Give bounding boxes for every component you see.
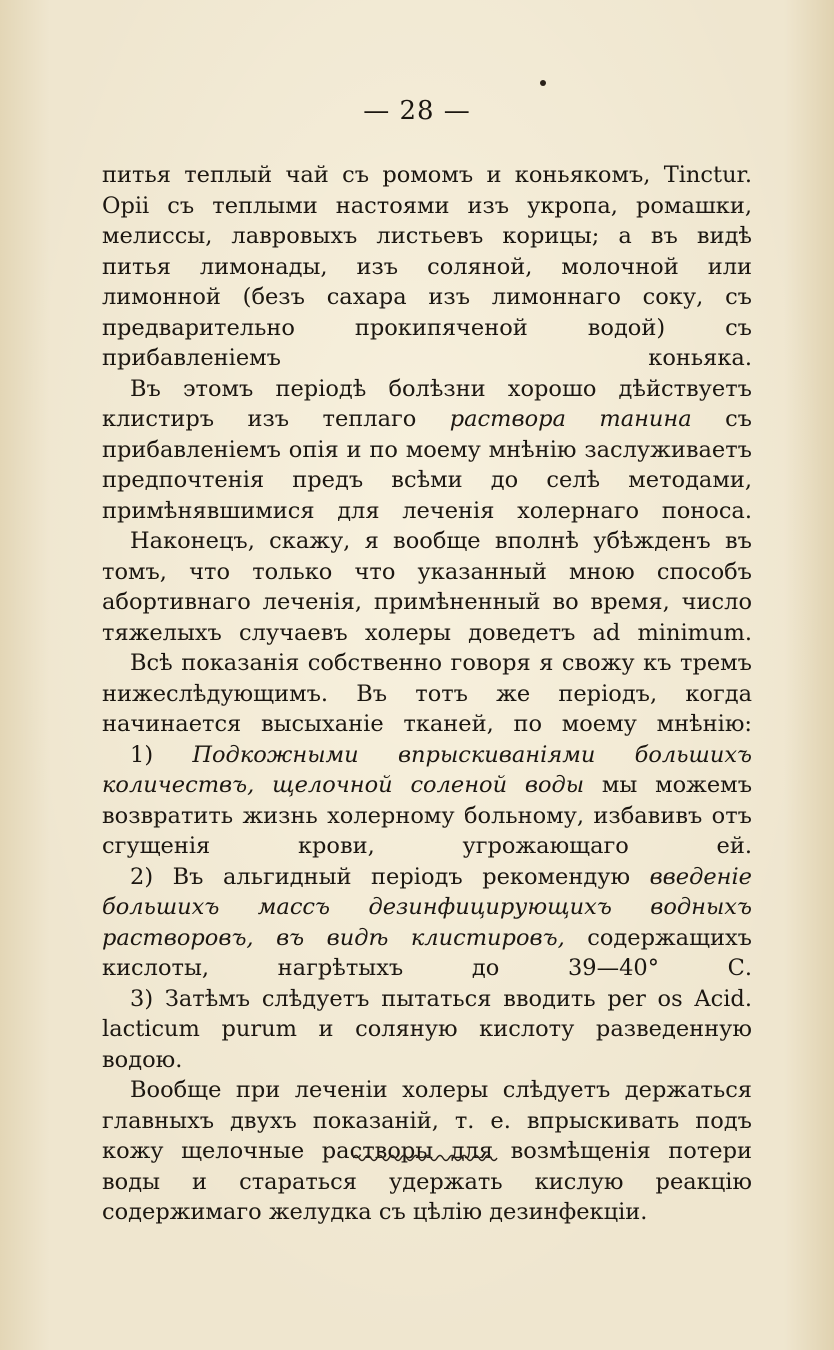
ink-speck	[540, 80, 546, 86]
paragraph-2	[102, 374, 752, 527]
paragraph-2-text-end: съ прибавленіемъ опія и по моему мнѣнію заслуживаетъ предпочтенія предъ всѣми до селѣ методами, примѣнявшимися для леченія холернаго поноса.	[102, 406, 752, 524]
list-item-3: 3) Затѣмъ слѣдуетъ пытаться вводить per os Acid. lacticum purum и соляную кислоту разведенную водою.	[102, 985, 752, 1073]
paragraph-1: питья теплый чай съ ромомъ и коньякомъ, Tinctur. Opii съ теплыми настоями изъ укропа, ромашки, мелиссы, лавровыхъ листьевъ корицы; а въ видѣ питья лимонады, изъ соляной, молочной или лимонной (безъ сахара изъ лимоннаго соку, съ предварительно прокипяченой водой) съ прибавленіемъ коньяка.	[102, 162, 752, 371]
page-number: — 28 —	[363, 96, 471, 126]
list-item-2-text-end: содержащихъ кислоты, нагрѣтыхъ до 39—40° С.	[102, 924, 752, 981]
paragraph-2-emphasis: раствора танина	[449, 406, 692, 432]
list-item-1-text: 1)	[130, 741, 193, 768]
wave-ornament	[353, 1152, 501, 1164]
list-item-1-text-end: мы можемъ возвратить жизнь холерному больному, избавивъ отъ сгущенія крови, угрожающаго ей.	[102, 772, 753, 859]
paragraph-4: Всѣ показанія собственно говоря я свожу къ тремъ нижеслѣдующимъ. Въ тотъ же періодъ, когда начинается высыханіе тканей, по моему мнѣнію:	[102, 650, 752, 737]
list-item-1-emphasis: Подкожными впрыскиваніями большихъ количествъ, щелочной соленой воды	[102, 741, 753, 798]
paragraph-2-text: Въ этомъ періодѣ болѣзни хорошо дѣйствуетъ клистиръ изъ теплаго	[102, 375, 752, 432]
list-item-2-text: 2) Въ альгидный періодъ рекомендую	[130, 863, 650, 890]
list-item-2-emphasis: введеніе большихъ массъ дезинфицирующихъ водныхъ растворовъ, въ видѣ клистировъ,	[102, 863, 752, 951]
paragraph-3: Наконецъ, скажу, я вообще вполнѣ убѣжденъ въ томъ, что только что указанный мною способъ абортивнаго леченія, примѣненный во время, число тяжелыхъ случаевъ холеры доведетъ ad minimum.	[102, 528, 752, 646]
list-item-2	[102, 862, 752, 984]
list-item-1	[102, 740, 752, 862]
body-text	[102, 160, 752, 1228]
paragraph-final: Вообще при леченіи холеры слѣдуетъ держаться главныхъ двухъ показаній, т. е. впрыскивать подъ кожу щелочные растворы для возмѣщенія потери воды и стараться удержать кислую реакцію содержимаго желудка съ цѣлію дезинфекціи.	[102, 1077, 752, 1225]
